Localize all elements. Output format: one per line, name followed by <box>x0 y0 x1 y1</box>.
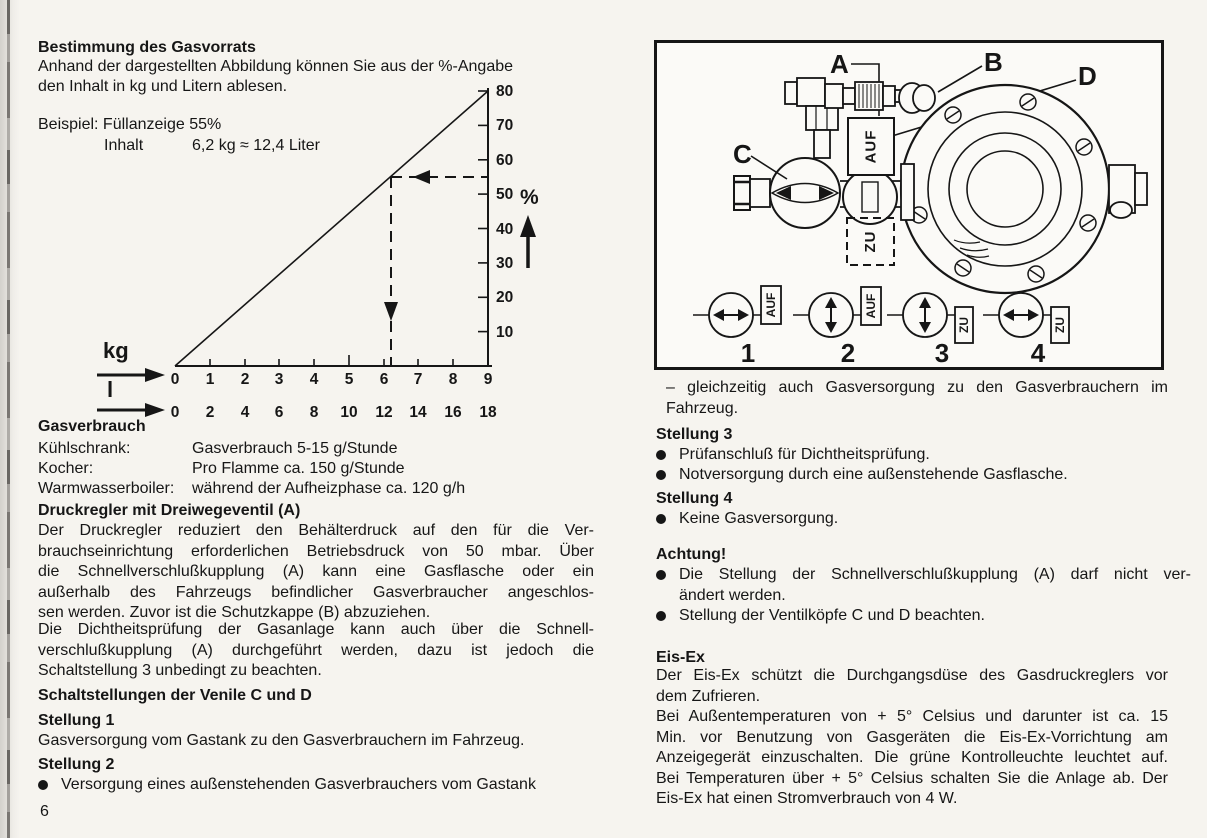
stellung-3-bullet-2: Notversorgung durch eine außenstehende Gasflasche. <box>656 465 1191 486</box>
binding-edge-line <box>7 0 10 838</box>
stellung-2-continuation: – gleichzeitig auch Gasversorgung zu den Gasverbrauchern im Fahrzeug. <box>666 379 1168 417</box>
achtung-bullet-1: Die Stellung der Schnellverschlußkupplung (A) darf nicht ver- ändert werden. <box>656 565 1191 606</box>
svg-text:0: 0 <box>170 371 180 388</box>
chart-axes <box>175 88 492 367</box>
gas-row-value: Pro Flamme ca. 150 g/Stunde <box>192 460 405 477</box>
svg-text:16: 16 <box>444 404 462 421</box>
svg-text:8: 8 <box>448 371 458 388</box>
fill-level-chart <box>95 80 555 430</box>
bullet-icon <box>656 514 666 524</box>
heading-gasverbrauch: Gasverbrauch <box>38 418 146 435</box>
auf-label: AUF <box>862 129 880 164</box>
svg-text:7: 7 <box>413 371 423 388</box>
regulator-body <box>901 85 1109 293</box>
svg-text:60: 60 <box>496 152 514 169</box>
svg-text:14: 14 <box>409 404 427 421</box>
position-3-number: 3 <box>934 338 950 368</box>
svg-text:6: 6 <box>274 404 284 421</box>
gas-row-value: während der Aufheizphase ca. 120 g/h <box>192 480 466 497</box>
intro-line-1: Anhand der dargestellten Abbildung können Sie aus der %-Angabe <box>38 58 514 75</box>
svg-text:40: 40 <box>496 221 514 238</box>
valve-head-d <box>843 170 897 224</box>
svg-text:6: 6 <box>379 371 389 388</box>
page-number: 6 <box>40 803 49 820</box>
intro-line-2: den Inhalt in kg und Litern ablesen. <box>38 78 288 95</box>
liter-tick-labels <box>171 404 497 421</box>
pipe-flange <box>901 164 914 220</box>
heading-eisex: Eis-Ex <box>656 649 705 666</box>
percent-up-arrow <box>520 215 536 268</box>
svg-text:3: 3 <box>274 371 284 388</box>
svg-text:20: 20 <box>496 289 514 306</box>
heading-gasvorrat: Bestimmung des Gasvorrats <box>38 39 256 56</box>
stellung-3-bullet-1: Prüfanschluß für Dichtheitsprüfung. <box>656 445 1191 466</box>
bullet-icon <box>656 611 666 621</box>
bullet-icon <box>656 450 666 460</box>
marker-arrow-down <box>384 302 398 321</box>
example-inhalt-label: Inhalt <box>104 137 144 154</box>
heading-stellung-1: Stellung 1 <box>38 712 115 729</box>
gas-row-label: Warmwasserboiler: <box>38 480 175 497</box>
position-4-tag: ZU <box>1053 317 1067 333</box>
heading-stellung-4: Stellung 4 <box>656 490 733 507</box>
example-marker-lines <box>391 177 488 366</box>
eisex-paragraph-2: Bei Außentemperaturen von + 5° Celsius und darunter ist ca. 15 Min. vor Benutzung von Gasgeräten die Eis-Ex-Vorrichtung am Anzeigegerät einzuschalten. Die grüne Kontrolleuchte leuchtet auf. Bei Temperaturen über + 5° Celsius schalten Sie die Anlage ab. Der Eis-Ex hat einen Stromverbrauch von 4 W. <box>656 708 1168 807</box>
heading-stellung-2: Stellung 2 <box>38 756 115 773</box>
liter-axis-arrow <box>97 403 165 417</box>
svg-text:10: 10 <box>340 404 358 421</box>
stellung-4-bullet-1: Keine Gasversorgung. <box>656 509 1191 530</box>
position-1-tag: AUF <box>764 292 778 318</box>
svg-text:8: 8 <box>309 404 319 421</box>
kg-axis-label: kg <box>103 338 129 363</box>
svg-text:12: 12 <box>375 404 393 421</box>
part-label-b: B <box>984 47 1003 77</box>
valve-open-indicator <box>848 118 894 175</box>
stellung-2-bullet: Versorgung eines außenstehenden Gasverbrauchers vom Gastank <box>38 775 617 796</box>
heading-achtung: Achtung! <box>656 546 727 563</box>
part-label-c: C <box>733 139 752 169</box>
position-1-number: 1 <box>740 338 756 368</box>
marker-arrow-left <box>413 170 430 184</box>
svg-text:4: 4 <box>309 371 319 388</box>
chart-diagonal-line <box>175 91 488 366</box>
druckregler-paragraph-1: Der Druckregler reduziert den Behälterdruck auf den für die Ver- brauchseinrichtung erforderlichen Betriebsdruck von 50 mbar. Über die Schnellverschlußkupplung (A) kann eine Gasflasche oder ein außerhalb des Fahrzeugs befindlicher Gasverbraucher angeschlos- sen werden. Zuvor ist die Schutzkappe (B) abzuziehen. <box>38 522 594 621</box>
svg-text:10: 10 <box>496 324 514 341</box>
stellung-1-text: Gasversorgung vom Gastank zu den Gasverbrauchern im Fahrzeug. <box>38 732 525 749</box>
protective-cap-b <box>899 83 935 113</box>
heading-druckregler: Druckregler mit Dreiwegeventil (A) <box>38 502 301 519</box>
example-line: Beispiel: Füllanzeige 55% <box>38 116 222 133</box>
eisex-paragraph-1: Der Eis-Ex schützt die Durchgangsdüse des Gasdruckreglers vor dem Zufrieren. <box>656 667 1168 705</box>
percent-axis-label: % <box>520 186 539 209</box>
position-2-tag: AUF <box>864 293 878 319</box>
svg-text:4: 4 <box>240 404 250 421</box>
svg-text:2: 2 <box>205 404 215 421</box>
bullet-icon <box>38 780 48 790</box>
gas-row-label: Kocher: <box>38 460 94 477</box>
svg-text:5: 5 <box>344 371 354 388</box>
svg-text:2: 2 <box>240 371 250 388</box>
scan-edge-shadow <box>0 0 20 838</box>
svg-text:70: 70 <box>496 117 514 134</box>
gas-row-label: Kühlschrank: <box>38 440 131 457</box>
percent-tick-labels <box>496 83 513 341</box>
liter-axis-label: l <box>107 377 114 402</box>
svg-text:1: 1 <box>205 371 215 388</box>
svg-text:0: 0 <box>170 404 180 421</box>
example-inhalt-value: 6,2 kg ≈ 12,4 Liter <box>192 137 320 154</box>
heading-schaltstellungen: Schaltstellungen der Venile C und D <box>38 687 312 704</box>
heading-stellung-3: Stellung 3 <box>656 426 733 443</box>
part-label-a: A <box>830 49 849 79</box>
svg-text:80: 80 <box>496 83 514 100</box>
bullet-icon <box>656 570 666 580</box>
gas-row-value: Gasverbrauch 5-15 g/Stunde <box>192 440 398 457</box>
achtung-bullet-2: Stellung der Ventilköpfe C und D beachten. <box>656 606 1191 627</box>
svg-text:18: 18 <box>479 404 497 421</box>
kg-tick-labels <box>171 371 493 388</box>
position-3-tag: ZU <box>957 317 971 333</box>
position-2-number: 2 <box>840 338 856 368</box>
svg-text:30: 30 <box>496 255 514 272</box>
bullet-icon <box>656 470 666 480</box>
part-label-d: D <box>1078 61 1097 91</box>
svg-text:9: 9 <box>483 371 493 388</box>
position-4-number: 4 <box>1030 338 1046 368</box>
regulator-diagram <box>654 40 1164 370</box>
svg-text:50: 50 <box>496 186 514 203</box>
zu-label: ZU <box>862 230 879 253</box>
druckregler-paragraph-2: Die Dichtheitsprüfung der Gasanlage kann auch über die Schnell- verschlußkupplung (A) durchgeführt werden, dazu ist jedoch die Schaltstellung 3 unbedingt zu beachten. <box>38 621 594 679</box>
